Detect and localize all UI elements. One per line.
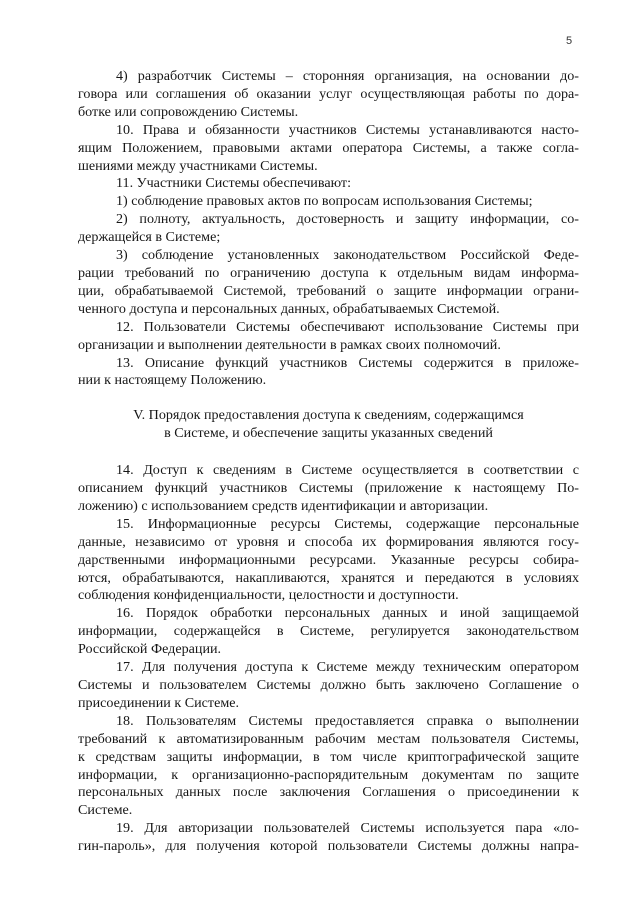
paragraph-line: шениями между участниками Системы. (78, 157, 318, 174)
paragraph-line: соблюдения конфиденциальности, целостности и доступности. (78, 587, 459, 604)
paragraph (78, 659, 579, 713)
paragraph-line: Системе. (78, 802, 133, 819)
paragraph-line: ченного доступа и персональных данных, обрабатываемых Системой. (78, 300, 500, 317)
paragraph-line: ложению) с использованием средств идентификации и авторизации. (78, 497, 489, 514)
paragraph-line: 15. Информационные ресурсы Системы, содержащие персональные (116, 515, 579, 532)
section-heading-line-2: в Системе, и обеспечение защиты указанных сведений (164, 425, 493, 442)
paragraph-line: рации требований по ограничению доступа к отдельным видам информа- (78, 264, 579, 281)
paragraph-line: данные, независимо от уровня и способа их формирования являются госу- (78, 533, 579, 550)
paragraph-line: к средствам защиты информации, в том числе криптографической защите (78, 748, 579, 765)
paragraph-line: ются, обрабатываются, накапливаются, хранятся и передаются в условиях (78, 569, 579, 586)
paragraph-line: держащейся в Системе; (78, 229, 221, 246)
paragraph (78, 122, 579, 176)
paragraph-line: присоединении к Системе. (78, 694, 240, 711)
paragraph-line: 16. Порядок обработки персональных данных и иной защищаемой (116, 605, 579, 622)
paragraph-line: персональных данных после заключения Соглашения о присоединении к (78, 784, 579, 801)
paragraph-line: информации, к организационно-распорядительным документам по защите (78, 766, 579, 783)
paragraph-line: Российской Федерации. (78, 641, 222, 658)
paragraph (78, 713, 579, 820)
paragraph-line: 17. Для получения доступа к Системе между техническим оператором (116, 659, 579, 676)
paragraph-line: 1) соблюдение правовых актов по вопросам использования Системы; (116, 193, 533, 210)
paragraph (78, 516, 579, 606)
paragraph (78, 175, 579, 193)
paragraph (78, 211, 579, 247)
paragraph-line: организации и выполнении деятельности в рамках своих полномочий. (78, 336, 501, 353)
paragraph-line: говора или соглашения об оказании услуг осуществляющая работы по дора- (78, 85, 579, 102)
paragraph (78, 462, 579, 516)
paragraph-line: гин-пароль», для получения которой пользователи Системы должны напра- (78, 838, 579, 855)
paragraph-line: ции, обрабатываемой Системой, требований о защите информации ограни- (78, 282, 579, 299)
paragraph-line: 14. Доступ к сведениям в Системе осуществляется в соответствии с (116, 462, 579, 479)
paragraph-line: 10. Права и обязанности участников Системы устанавливаются насто- (116, 121, 579, 138)
paragraph (78, 355, 579, 391)
paragraph-line: требований к автоматизированным рабочим местам пользователя Системы, (78, 730, 579, 747)
paragraph-line: 18. Пользователям Системы предоставляется справка о выполнении (116, 712, 579, 729)
page-number: 5 (566, 35, 573, 47)
paragraph (78, 193, 579, 211)
paragraph-line: ящим Положением, правовыми актами оператора Системы, а также согла- (78, 139, 579, 156)
paragraphs-before-heading (78, 68, 579, 390)
paragraph-line: ботке или сопровождению Системы. (78, 103, 299, 120)
paragraph-line: информации, содержащейся в Системе, регулируется законодательством (78, 623, 579, 640)
section-heading-line-1: V. Порядок предоставления доступа к сведениям, содержащимся (133, 407, 524, 424)
paragraph (78, 247, 579, 319)
paragraph-line: 12. Пользователи Системы обеспечивают использование Системы при (116, 318, 579, 335)
paragraph-line: 13. Описание функций участников Системы содержится в приложе- (116, 354, 579, 371)
paragraph (78, 605, 579, 659)
paragraph-line: 2) полноту, актуальность, достоверность и защиту информации, со- (116, 211, 579, 228)
paragraph (78, 820, 579, 856)
paragraph-line: описанием функций участников Системы (приложение к настоящему По- (78, 480, 579, 497)
paragraph (78, 319, 579, 355)
paragraph-line: дарственными информационными ресурсами. Указанные ресурсы собира- (78, 551, 579, 568)
paragraph (78, 68, 579, 122)
paragraphs-after-heading (78, 462, 579, 856)
paragraph-line: Системы и пользователем Системы должно быть заключено Соглашение о (78, 677, 579, 693)
paragraph-line: нии к настоящему Положению. (78, 372, 267, 389)
section-heading (78, 407, 579, 443)
paragraph-line: 3) соблюдение установленных законодательством Российской Феде- (116, 247, 579, 264)
paragraph-line: 11. Участники Системы обеспечивают: (116, 175, 351, 192)
document-body (78, 68, 579, 856)
paragraph-line: 19. Для авторизации пользователей Системы используется пара «ло- (116, 820, 579, 837)
paragraph-line: 4) разработчик Системы – сторонняя организация, на основании до- (116, 68, 579, 84)
